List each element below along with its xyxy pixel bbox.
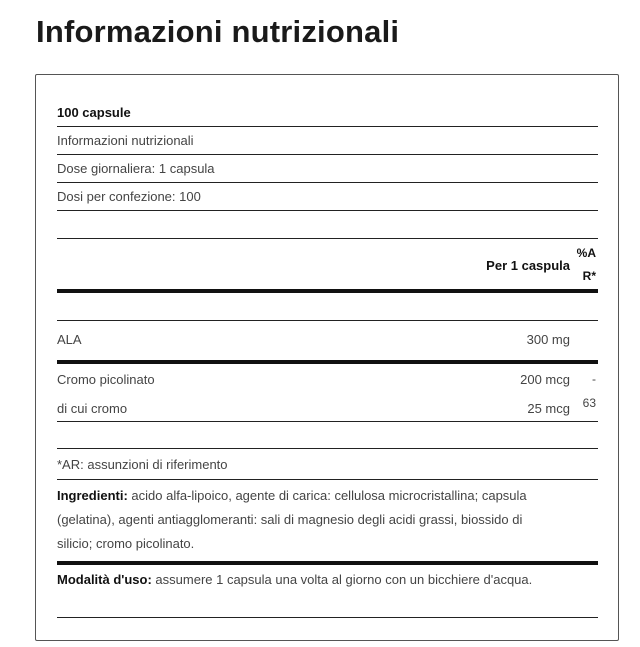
header-row: Informazioni nutrizionali xyxy=(57,133,194,148)
header-row-daily-dose: Dose giornaliera: 1 capsula xyxy=(57,161,215,176)
divider xyxy=(57,210,598,211)
divider xyxy=(57,320,598,321)
divider xyxy=(57,182,598,183)
divider xyxy=(57,126,598,127)
table-row-name: di cui cromo xyxy=(57,401,128,416)
usage-section xyxy=(57,568,557,592)
divider xyxy=(57,238,598,239)
product-size: 100 capsule xyxy=(57,105,131,120)
footnote: *AR: assunzioni di riferimento xyxy=(57,457,228,472)
divider xyxy=(57,617,598,618)
table-row-ar: - xyxy=(592,372,596,386)
divider-thick xyxy=(57,561,598,565)
column-header-ar: %A xyxy=(576,246,596,260)
ingredients-label: Ingredienti: xyxy=(57,488,128,503)
ingredients-section xyxy=(57,484,557,556)
divider xyxy=(57,421,598,422)
table-row-ar: 63 xyxy=(582,396,596,410)
column-header-ar-2: R* xyxy=(582,269,596,283)
divider-thick xyxy=(57,289,598,293)
ingredients-text: acido alfa-lipoico, agente di carica: cellulosa microcristallina; capsula (gelatina), agenti antiagglomeranti: sali di magnesio degli acidi grassi, biossido di silicio; cromo picolinato. xyxy=(57,488,527,551)
usage-text: assumere 1 capsula una volta al giorno con un bicchiere d'acqua. xyxy=(151,572,533,587)
page-title: Informazioni nutrizionali xyxy=(36,14,400,49)
table-row-amount: 300 mg xyxy=(526,332,570,347)
table-row-amount: 25 mcg xyxy=(527,401,570,416)
table-row-name: Cromo picolinato xyxy=(57,372,155,387)
divider xyxy=(57,154,598,155)
divider xyxy=(57,479,598,480)
table-row-amount: 200 mcg xyxy=(520,372,570,387)
usage-label: Modalità d'uso: xyxy=(57,572,152,587)
table-row-name: ALA xyxy=(57,332,82,347)
divider xyxy=(57,448,598,449)
column-header-per-capsule: Per 1 caspula xyxy=(486,258,570,273)
divider-thick xyxy=(57,360,598,364)
header-row-servings: Dosi per confezione: 100 xyxy=(57,189,201,204)
nutrition-panel xyxy=(35,74,619,641)
